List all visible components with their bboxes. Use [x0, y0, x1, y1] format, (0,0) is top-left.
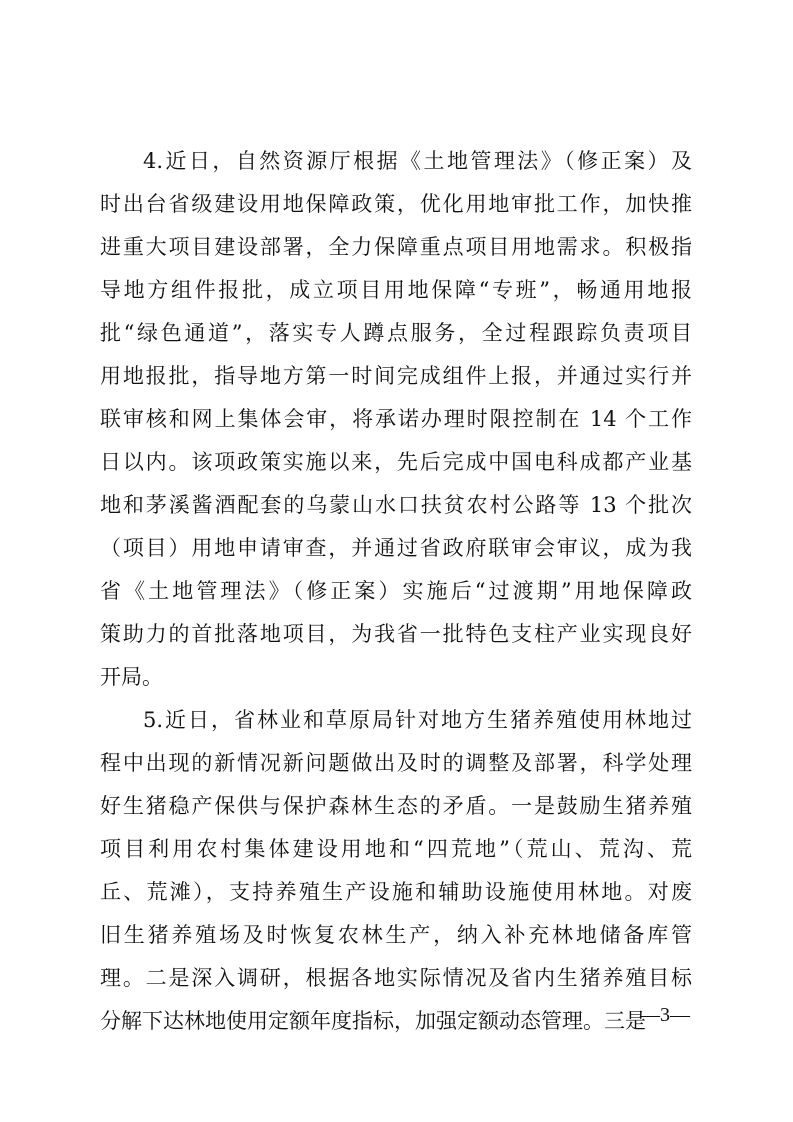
paragraph-1-line: 4.近日，自然资源厅根据《土地管理法》（修正案）及 — [143, 149, 692, 173]
paragraph-1-line: （项目）用地申请审查，并通过省政府联审会审议，成为我 — [100, 536, 692, 560]
paragraph-1-line: 导地方组件报批，成立项目用地保障“专班”，畅通用地报 — [100, 278, 692, 302]
paragraph-2-line: 5.近日，省林业和草原局针对地方生猪养殖使用林地过 — [143, 708, 692, 732]
paragraph-1-line: 日以内。该项政策实施以来，先后完成中国电科成都产业基 — [100, 450, 692, 474]
paragraph-1-line: 策助力的首批落地项目，为我省一批特色支柱产业实现良好 — [100, 622, 692, 646]
paragraph-2-line: 理。二是深入调研，根据各地实际情况及省内生猪养殖目标 — [100, 966, 692, 990]
paragraph-1-line: 批“绿色通道”，落实专人蹲点服务，全过程跟踪负责项目 — [100, 321, 692, 345]
paragraph-2-line: 分解下达林地使用定额年度指标，加强定额动态管理。三是 — [100, 1009, 646, 1033]
paragraph-1-line: 省《土地管理法》（修正案）实施后“过渡期”用地保障政 — [100, 579, 692, 603]
paragraph-2-line: 项目利用农村集体建设用地和“四荒地”（荒山、荒沟、荒 — [100, 837, 692, 861]
paragraph-2-line: 好生猪稳产保供与保护森林生态的矛盾。一是鼓励生猪养殖 — [100, 794, 692, 818]
paragraph-2-line: 丘、荒滩），支持养殖生产设施和辅助设施使用林地。对废 — [100, 880, 692, 904]
paragraph-2-line: 程中出现的新情况新问题做出及时的调整及部署，科学处理 — [100, 751, 692, 775]
paragraph-1-line: 地和茅溪酱酒配套的乌蒙山水口扶贫农村公路等 13 个批次 — [100, 493, 692, 517]
paragraph-1-line: 时出台省级建设用地保障政策，优化用地审批工作，加快推 — [100, 192, 692, 216]
paragraph-1-line: 用地报批，指导地方第一时间完成组件上报，并通过实行并 — [100, 364, 692, 388]
paragraph-2-line: 旧生猪养殖场及时恢复农林生产，纳入补充林地储备库管 — [100, 923, 692, 947]
paragraph-1-line: 联审核和网上集体会审，将承诺办理时限控制在 14 个工作 — [100, 407, 692, 431]
paragraph-1-line: 进重大项目建设部署，全力保障重点项目用地需求。积极指 — [100, 235, 692, 259]
page-number: —3— — [640, 1004, 690, 1026]
paragraph-1-line: 开局。 — [100, 665, 163, 689]
